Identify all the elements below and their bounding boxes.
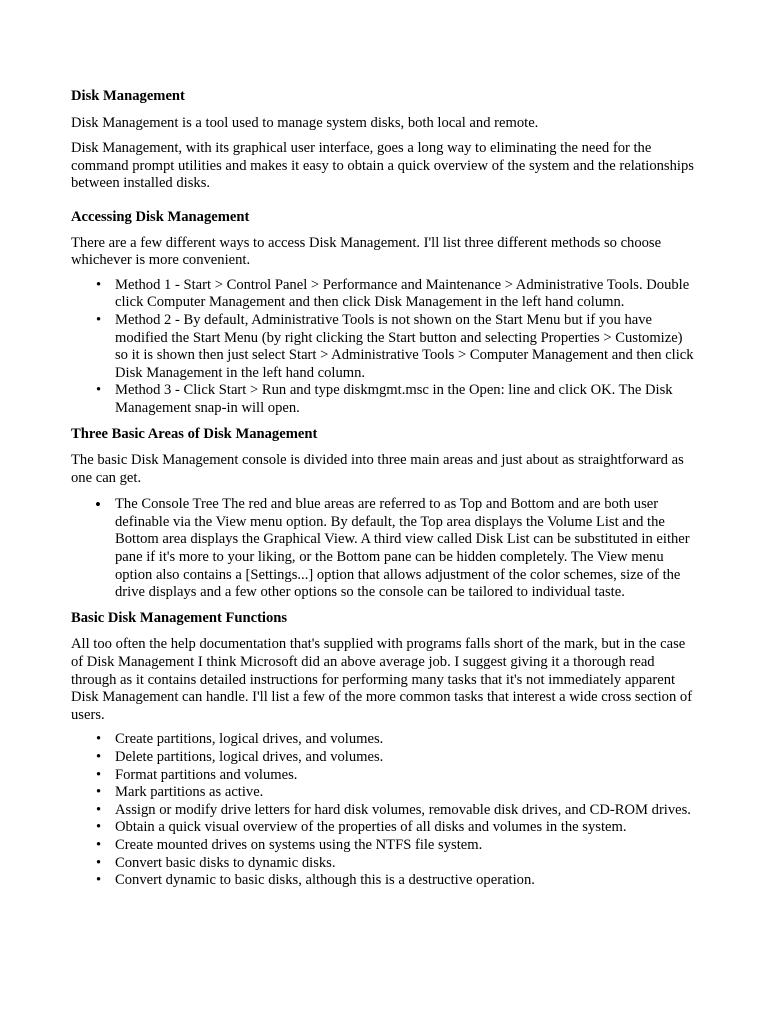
list-item: • Method 2 - By default, Administrative Tools is not shown on the Start Menu but if you have modified the Start Menu (by right clicking the Start button and selecting Properties > Customize) so it is shown then just select Start > Administrative Tools > Computer Management and then click Disk Management in the left hand column. — [96, 311, 694, 381]
accessing-methods-list — [71, 277, 695, 418]
list-item: • Delete partitions, logical drives, and volumes. — [96, 749, 384, 765]
areas-list — [71, 496, 695, 602]
bullet-icon: • — [96, 854, 102, 871]
accessing-paragraph: There are a few different ways to access Disk Management. I'll list three different methods so choose whichever is more convenient. — [71, 234, 662, 269]
heading-accessing: Accessing Disk Management — [71, 208, 250, 225]
bullet-icon: • — [96, 749, 102, 765]
bullet-icon: • — [96, 731, 102, 748]
bullet-icon: • — [96, 276, 102, 293]
bullet-icon: • — [95, 495, 101, 515]
list-item: • Obtain a quick visual overview of the properties of all disks and volumes in the system. — [96, 819, 627, 836]
list-item: • Format partitions and volumes. — [96, 766, 298, 783]
list-item: • Convert basic disks to dynamic disks. — [96, 854, 336, 871]
bullet-icon: • — [96, 819, 102, 836]
bullet-icon: • — [96, 801, 102, 818]
list-item: • Method 1 - Start > Control Panel > Performance and Maintenance > Administrative Tools. Double click Computer Management and then click Disk Management in the left hand column. — [96, 276, 690, 311]
list-item: • Assign or modify drive letters for hard disk volumes, removable disk drives, and CD-ROM drives. — [96, 801, 691, 818]
bullet-icon: • — [96, 766, 102, 783]
list-item: • Convert dynamic to basic disks, although this is a destructive operation. — [96, 872, 535, 889]
bullet-icon: • — [96, 836, 102, 853]
functions-list — [71, 731, 695, 889]
bullet-icon: • — [96, 784, 102, 801]
list-item: • Create partitions, logical drives, and volumes. — [96, 731, 384, 748]
document-body — [71, 88, 695, 890]
list-item: • The Console Tree The red and blue areas are referred to as Top and Bottom and are both user definable via the View menu option. By default, the Top area displays the Volume List and the Bottom area displays the Graphical View. A third view called Disk List can be substituted in either pane if it's more to your liking, or the Bottom pane can be hidden completely. The View menu option also contains a [Settings...] option that allows adjustment of the color schemes, size of the drive displays and a few other options so the console can be tailored to individual taste. — [95, 495, 690, 601]
intro-paragraph-1: Disk Management is a tool used to manage system disks, both local and remote. — [71, 114, 539, 131]
bullet-icon: • — [96, 311, 102, 328]
list-item: • Method 3 - Click Start > Run and type diskmgmt.msc in the Open: line and click OK. The Disk Management snap-in will open. — [96, 382, 673, 416]
heading-three-areas: Three Basic Areas of Disk Management — [71, 425, 318, 442]
list-item: • Mark partitions as active. — [96, 784, 264, 801]
areas-paragraph: The basic Disk Management console is divided into three main areas and just about as straightforward as one can get. — [71, 452, 684, 486]
functions-paragraph: All too often the help documentation that's supplied with programs falls short of the mark, but in the case of Disk Management I think Microsoft did an above average job. I suggest giving it a thorough read through as it contains detailed instructions for performing many tasks that it's not immediately apparent Disk Management can handle. I'll list a few of the more common tasks that interest a wide cross section of users. — [71, 636, 693, 723]
bullet-icon: • — [96, 872, 102, 889]
heading-functions: Basic Disk Management Functions — [71, 609, 288, 626]
heading-disk-management: Disk Management — [71, 88, 185, 104]
bullet-icon: • — [96, 382, 102, 399]
intro-paragraph-2: Disk Management, with its graphical user interface, goes a long way to eliminating the need for the command prompt utilities and makes it easy to obtain a quick overview of the system and the relationships between installed disks. — [71, 140, 694, 192]
list-item: • Create mounted drives on systems using the NTFS file system. — [96, 836, 483, 853]
